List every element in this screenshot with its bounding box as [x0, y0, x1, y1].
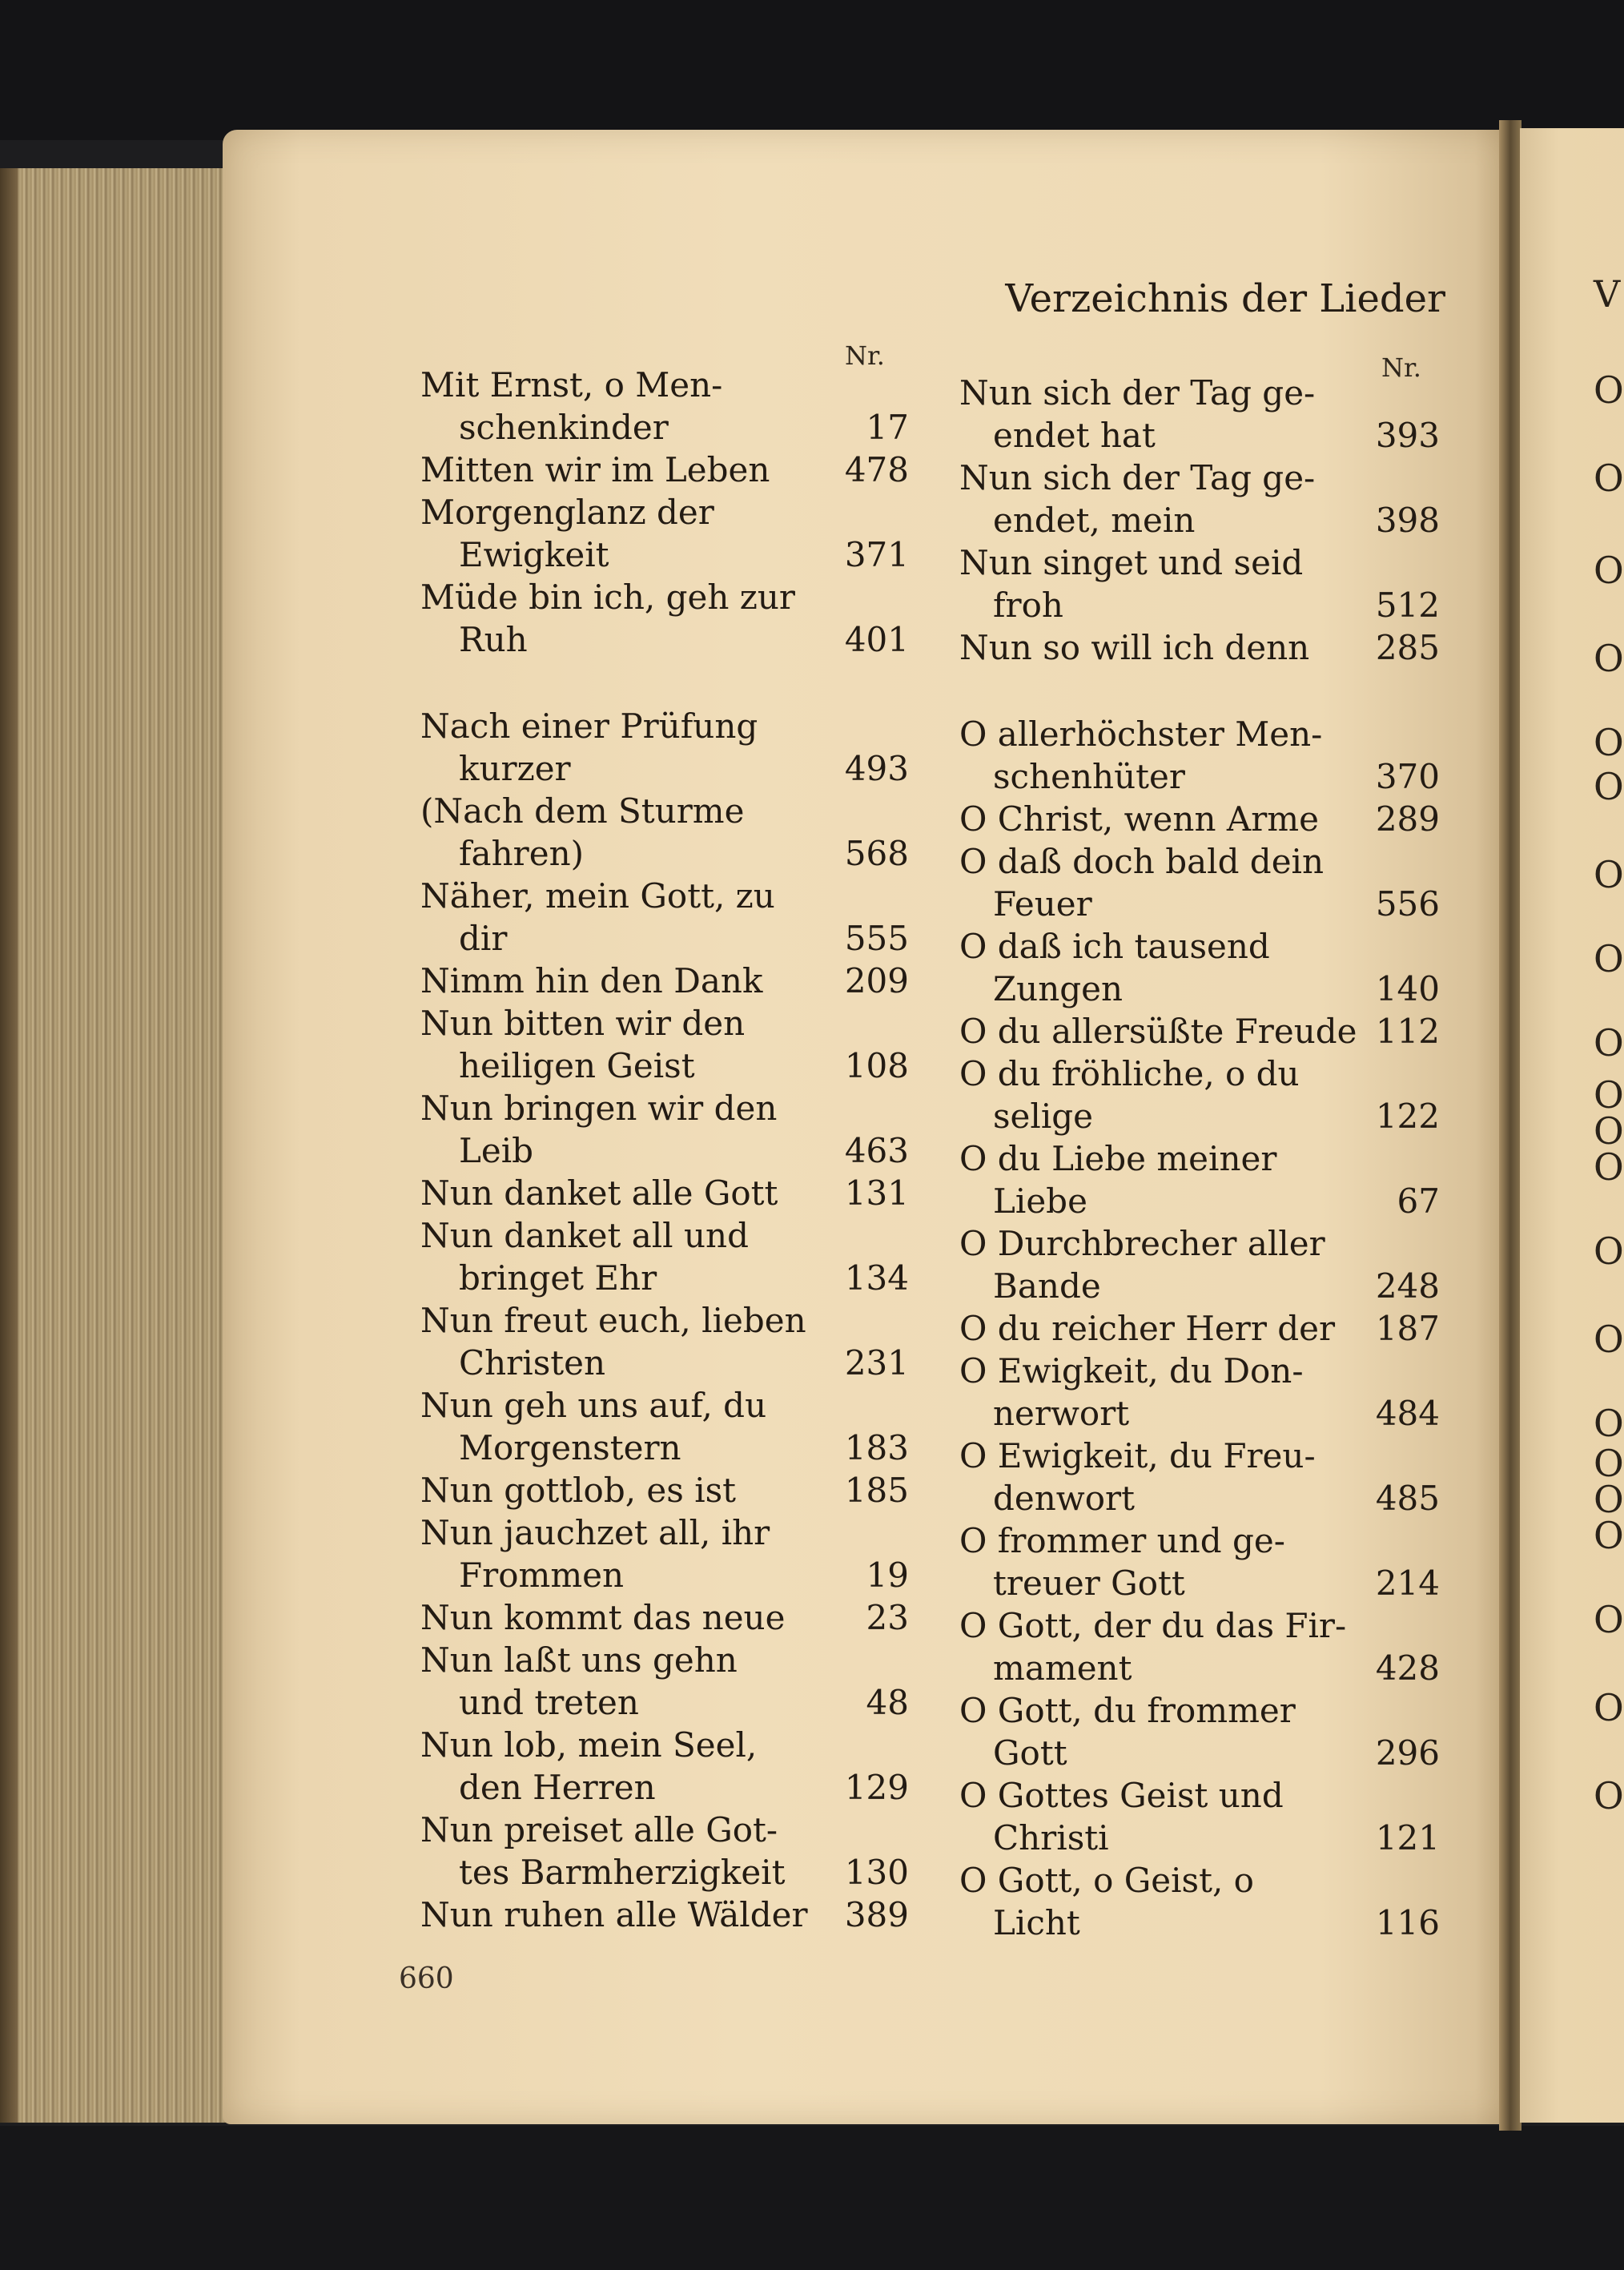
- index-entry: [420, 1512, 909, 1554]
- entry-title: O Durchbrecher aller: [959, 1224, 1325, 1263]
- index-entry: [420, 407, 909, 449]
- entry-title: nerwort: [993, 1394, 1130, 1433]
- index-entry: [420, 1385, 909, 1427]
- hymn-number: 568: [844, 834, 909, 873]
- index-entry: [420, 1342, 909, 1384]
- entry-title: heiligen Geist: [459, 1046, 695, 1085]
- index-entry: [959, 457, 1440, 499]
- next-page-initial: O: [1594, 1598, 1624, 1641]
- book-cover-edge: [0, 168, 18, 2123]
- index-entry: [959, 1775, 1440, 1817]
- page-number: 660: [399, 1962, 454, 1995]
- entry-title: Nun danket alle Gott: [420, 1173, 778, 1213]
- page-header-title: Verzeichnis der Lieder: [1005, 276, 1445, 321]
- index-entry: [420, 1215, 909, 1257]
- index-entry: [959, 841, 1440, 883]
- index-entry: [959, 372, 1440, 414]
- hymn-number: 493: [844, 749, 909, 788]
- index-entry: [959, 627, 1440, 669]
- book-gutter: [1499, 120, 1521, 2131]
- index-entry: [959, 1011, 1440, 1052]
- hymn-number: 108: [844, 1046, 909, 1085]
- hymn-number: 248: [1375, 1266, 1440, 1306]
- index-entry: [959, 1860, 1440, 1902]
- index-entry: [420, 1300, 909, 1342]
- entry-title: Nun bringen wir den: [420, 1089, 778, 1128]
- index-entry: [959, 926, 1440, 968]
- hymn-number: 116: [1375, 1903, 1440, 1942]
- index-entry: [420, 748, 909, 790]
- index-entry: [959, 500, 1440, 541]
- next-page-initial: O: [1594, 1478, 1624, 1521]
- entry-title: Nun sich der Tag ge-: [959, 373, 1316, 413]
- hymn-number: 398: [1375, 501, 1440, 540]
- hymn-number: 19: [866, 1556, 909, 1595]
- entry-title: schenkinder: [459, 408, 669, 447]
- entry-title: Nimm hin den Dank: [420, 961, 763, 1000]
- index-entry: [420, 1597, 909, 1639]
- hymn-number: 285: [1375, 628, 1440, 667]
- next-page-initial: O: [1594, 765, 1624, 808]
- entry-title: O frommer und ge-: [959, 1521, 1285, 1560]
- hymn-number: 122: [1375, 1097, 1440, 1136]
- entry-title: Nach einer Prüfung: [420, 706, 758, 746]
- entry-title: denwort: [993, 1479, 1135, 1518]
- hymn-number: 140: [1375, 969, 1440, 1008]
- entry-title: O Gottes Geist und: [959, 1776, 1284, 1815]
- entry-title: O daß ich tausend: [959, 927, 1270, 966]
- index-entry: [420, 534, 909, 576]
- index-entry: [959, 542, 1440, 584]
- index-entry: [420, 1725, 909, 1766]
- entry-title: O Gott, o Geist, o: [959, 1861, 1254, 1900]
- hymn-number: 556: [1375, 884, 1440, 924]
- entry-title: Gott: [993, 1733, 1067, 1773]
- index-entry: [420, 619, 909, 661]
- entry-title: O du Liebe meiner: [959, 1139, 1277, 1178]
- next-page-initial: O: [1594, 457, 1624, 500]
- index-entry: [420, 1258, 909, 1299]
- index-entry: [420, 960, 909, 1002]
- entry-title: Nun so will ich denn: [959, 628, 1310, 667]
- entry-title: Nun geh uns auf, du: [420, 1386, 767, 1425]
- index-entry: [959, 1478, 1440, 1519]
- index-entry: [959, 1223, 1440, 1265]
- next-page-initial: O: [1594, 1109, 1624, 1153]
- index-entry: [420, 1894, 909, 1936]
- index-entry: [959, 1096, 1440, 1137]
- index-entry: [959, 1733, 1440, 1774]
- index-entry: [959, 714, 1440, 755]
- index-entry: [420, 449, 909, 491]
- hymn-number: 296: [1375, 1733, 1440, 1773]
- entry-title: O Gott, du frommer: [959, 1691, 1296, 1730]
- entry-title: froh: [993, 586, 1063, 625]
- entry-title: Nun laßt uns gehn: [420, 1640, 738, 1680]
- hymn-number: 130: [844, 1853, 909, 1892]
- index-entry: [420, 1470, 909, 1511]
- hymn-number: 478: [844, 450, 909, 489]
- hymn-number: 214: [1375, 1564, 1440, 1603]
- entry-title: Leib: [459, 1131, 534, 1170]
- entry-title: Frommen: [459, 1556, 625, 1595]
- background-top: [0, 0, 1624, 140]
- index-entry: [420, 1809, 909, 1851]
- entry-title: kurzer: [459, 749, 571, 788]
- index-entry: [959, 1350, 1440, 1392]
- entry-title: O Ewigkeit, du Freu-: [959, 1436, 1316, 1475]
- next-page-initial: V: [1594, 272, 1621, 316]
- entry-title: O Christ, wenn Arme: [959, 799, 1319, 839]
- index-entry: [959, 1138, 1440, 1180]
- index-entry: [959, 799, 1440, 840]
- hymn-number: 371: [844, 535, 909, 574]
- index-entry: [420, 364, 909, 406]
- entry-title: schenhüter: [993, 757, 1185, 796]
- next-page-initial: O: [1594, 721, 1624, 764]
- index-entry: [959, 1520, 1440, 1562]
- hymn-number: 131: [844, 1173, 909, 1213]
- entry-title: O du allersüßte Freude: [959, 1012, 1357, 1051]
- index-entry: [959, 1435, 1440, 1477]
- next-page-initial: O: [1594, 1021, 1624, 1065]
- index-entry: [420, 1045, 909, 1087]
- hymn-number: 185: [844, 1471, 909, 1510]
- index-entry: [959, 1902, 1440, 1944]
- index-entry: [420, 1173, 909, 1214]
- entry-title: O daß doch bald dein: [959, 842, 1325, 881]
- hymn-number: 48: [866, 1683, 909, 1722]
- entry-title: O du fröhliche, o du: [959, 1054, 1300, 1093]
- next-page-initial: O: [1594, 1073, 1624, 1117]
- index-entry: [420, 1767, 909, 1809]
- entry-title: Nun gottlob, es ist: [420, 1471, 737, 1510]
- entry-title: Ruh: [459, 620, 528, 659]
- left-nr-header: Nr.: [845, 340, 885, 371]
- hymn-number: 67: [1397, 1181, 1440, 1221]
- index-entry: [420, 492, 909, 533]
- entry-title: Müde bin ich, geh zur: [420, 578, 795, 617]
- entry-title: Nun lob, mein Seel,: [420, 1725, 758, 1765]
- entry-title: Christen: [459, 1343, 606, 1383]
- entry-title: bringet Ehr: [459, 1258, 657, 1298]
- index-entry: [420, 875, 909, 917]
- entry-title: (Nach dem Sturme: [420, 791, 745, 831]
- hymn-number: 485: [1375, 1479, 1440, 1518]
- entry-title: Christi: [993, 1818, 1109, 1857]
- next-page-initial: O: [1594, 853, 1624, 896]
- entry-title: Nun freut euch, lieben: [420, 1301, 806, 1340]
- next-page-initial: O: [1594, 1442, 1624, 1485]
- entry-title: selige: [993, 1097, 1094, 1136]
- next-page-initial: O: [1594, 937, 1624, 980]
- entry-title: Feuer: [993, 884, 1092, 924]
- next-page-initial: O: [1594, 1145, 1624, 1189]
- entry-title: mament: [993, 1648, 1132, 1688]
- entry-title: Mit Ernst, o Men-: [420, 365, 723, 404]
- next-page-initial: O: [1594, 1318, 1624, 1361]
- entry-title: Nun kommt das neue: [420, 1598, 786, 1637]
- next-page-initial: O: [1594, 1514, 1624, 1557]
- hymn-number: 231: [844, 1343, 909, 1383]
- index-entry: [420, 1088, 909, 1129]
- hymn-number: 112: [1375, 1012, 1440, 1051]
- index-entry: [959, 585, 1440, 626]
- entry-title: Liebe: [993, 1181, 1087, 1221]
- index-entry: [420, 1640, 909, 1681]
- next-page-initial: O: [1594, 1774, 1624, 1817]
- next-page-initial: O: [1594, 549, 1624, 592]
- index-entry: [959, 1393, 1440, 1435]
- next-page-initial: O: [1594, 1230, 1624, 1273]
- index-entry: [959, 1817, 1440, 1859]
- entry-title: endet hat: [993, 416, 1156, 455]
- hymn-number: 289: [1375, 799, 1440, 839]
- hymn-number: 183: [844, 1428, 909, 1467]
- index-entry: [420, 918, 909, 960]
- index-entry: [959, 1181, 1440, 1222]
- entry-title: Nun sich der Tag ge-: [959, 458, 1316, 497]
- next-page-initial: O: [1594, 637, 1624, 680]
- hymn-number: 389: [844, 1895, 909, 1934]
- hymn-number: 23: [866, 1598, 909, 1637]
- index-entry: [959, 756, 1440, 798]
- entry-title: Nun singet und seid: [959, 543, 1304, 582]
- entry-title: fahren): [459, 834, 585, 873]
- hymn-number: 129: [844, 1768, 909, 1807]
- entry-title: Morgenstern: [459, 1428, 681, 1467]
- entry-title: O Ewigkeit, du Don-: [959, 1351, 1304, 1391]
- entry-title: dir: [459, 919, 508, 958]
- index-entry: [420, 833, 909, 875]
- hymn-number: 512: [1375, 586, 1440, 625]
- background-bottom: [0, 2126, 1624, 2270]
- entry-title: Mitten wir im Leben: [420, 450, 770, 489]
- hymn-number: 17: [866, 408, 909, 447]
- index-entry: [959, 1266, 1440, 1307]
- index-entry: [959, 415, 1440, 457]
- index-entry: [959, 968, 1440, 1010]
- index-entry: [420, 577, 909, 618]
- hymn-number: 370: [1375, 757, 1440, 796]
- index-entry: [420, 1555, 909, 1596]
- index-entry: [420, 1427, 909, 1469]
- index-entry: [959, 1563, 1440, 1604]
- entry-title: Zungen: [993, 969, 1124, 1008]
- hymn-number: 401: [844, 620, 909, 659]
- entry-title: Morgenglanz der: [420, 493, 714, 532]
- entry-title: O Gott, der du das Fir-: [959, 1606, 1347, 1645]
- entry-title: O du reicher Herr der: [959, 1309, 1336, 1348]
- index-entry: [959, 1648, 1440, 1689]
- entry-title: Bande: [993, 1266, 1101, 1306]
- hymn-number: 121: [1375, 1818, 1440, 1857]
- hymn-number: 209: [844, 961, 909, 1000]
- entry-title: Licht: [993, 1903, 1080, 1942]
- hymn-number: 134: [844, 1258, 909, 1298]
- right-nr-header: Nr.: [1381, 352, 1421, 383]
- index-entry: [420, 1130, 909, 1172]
- hymn-number: 463: [844, 1131, 909, 1170]
- index-entry: [959, 1605, 1440, 1647]
- next-page-initial: O: [1594, 368, 1624, 412]
- entry-title: Näher, mein Gott, zu: [420, 876, 775, 916]
- index-entry: [420, 706, 909, 747]
- hymn-number: 187: [1375, 1309, 1440, 1348]
- index-entry: [959, 1690, 1440, 1732]
- hymn-number: 428: [1375, 1648, 1440, 1688]
- entry-title: Nun preiset alle Got-: [420, 1810, 778, 1849]
- entry-title: Ewigkeit: [459, 535, 609, 574]
- hymn-number: 393: [1375, 416, 1440, 455]
- hymn-number: 555: [844, 919, 909, 958]
- index-entry: [420, 791, 909, 832]
- next-page-initial: O: [1594, 1686, 1624, 1729]
- entry-title: Nun bitten wir den: [420, 1004, 746, 1043]
- entry-title: und treten: [459, 1683, 639, 1722]
- hymn-number: 484: [1375, 1394, 1440, 1433]
- index-entry: [959, 1053, 1440, 1095]
- entry-title: Nun danket all und: [420, 1216, 749, 1255]
- entry-title: Nun ruhen alle Wälder: [420, 1895, 808, 1934]
- entry-title: treuer Gott: [993, 1564, 1185, 1603]
- index-entry: [959, 1308, 1440, 1350]
- index-entry: [420, 1682, 909, 1724]
- next-page-initial: O: [1594, 1402, 1624, 1445]
- entry-title: Nun jauchzet all, ihr: [420, 1513, 770, 1552]
- entry-title: tes Barmherzigkeit: [459, 1853, 786, 1892]
- index-entry: [420, 1003, 909, 1044]
- entry-title: endet, mein: [993, 501, 1196, 540]
- page-edges: [0, 168, 235, 2123]
- index-entry: [420, 1852, 909, 1894]
- index-entry: [959, 883, 1440, 925]
- entry-title: O allerhöchster Men-: [959, 714, 1323, 754]
- entry-title: den Herren: [459, 1768, 656, 1807]
